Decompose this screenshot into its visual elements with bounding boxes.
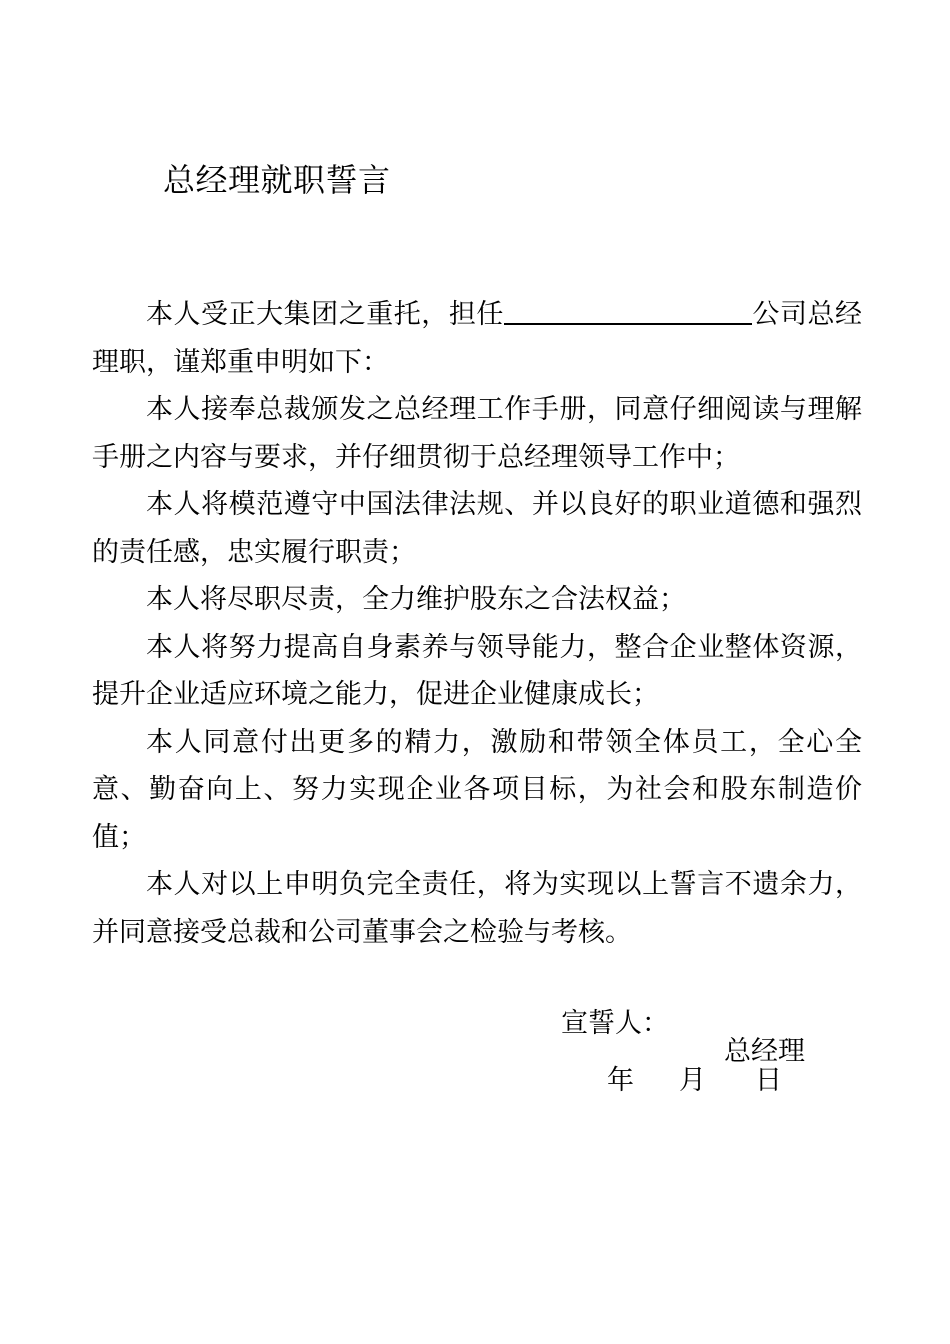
intro-text-after-blank: 公司总经理职，谨郑重申明如下： [92, 299, 863, 378]
oath-paragraph: 本人将尽职尽责，全力维护股东之合法权益； [146, 584, 686, 615]
oath-paragraph: 本人将模范遵守中国法律法规、并以良好的职业道德和强烈的责任感，忠实履行职责； [92, 489, 862, 568]
oath-paragraph: 本人对以上申明负完全责任，将为实现以上誓言不遗余力，并同意接受总裁和公司董事会之检验与考核。 [92, 869, 862, 948]
date-day-label: 日 [755, 1065, 782, 1096]
intro-paragraph [92, 291, 862, 386]
document-title: 总经理就职誓言 [163, 161, 391, 199]
oath-paragraph: 本人将努力提高自身素养与领导能力，整合企业整体资源，提升企业适应环境之能力，促进企业健康成长； [92, 631, 862, 710]
oath-body [92, 291, 862, 956]
date-month-label: 月 [679, 1065, 706, 1096]
intro-text-before-blank: 本人受正大集团之重托，担任 [146, 299, 504, 330]
signatory-label: 宣誓人： [561, 1008, 669, 1039]
oath-paragraph: 本人同意付出更多的精力，激励和带领全体员工，全心全意、勤奋向上、努力实现企业各项目标，为社会和股东制造价值； [92, 726, 862, 853]
company-name-blank [504, 293, 752, 325]
oath-paragraph: 本人接奉总裁颁发之总经理工作手册，同意仔细阅读与理解手册之内容与要求，并仔细贯彻于总经理领导工作中； [92, 394, 862, 473]
signatory-role: 总经理 [724, 1036, 805, 1067]
date-year-label: 年 [607, 1065, 634, 1096]
